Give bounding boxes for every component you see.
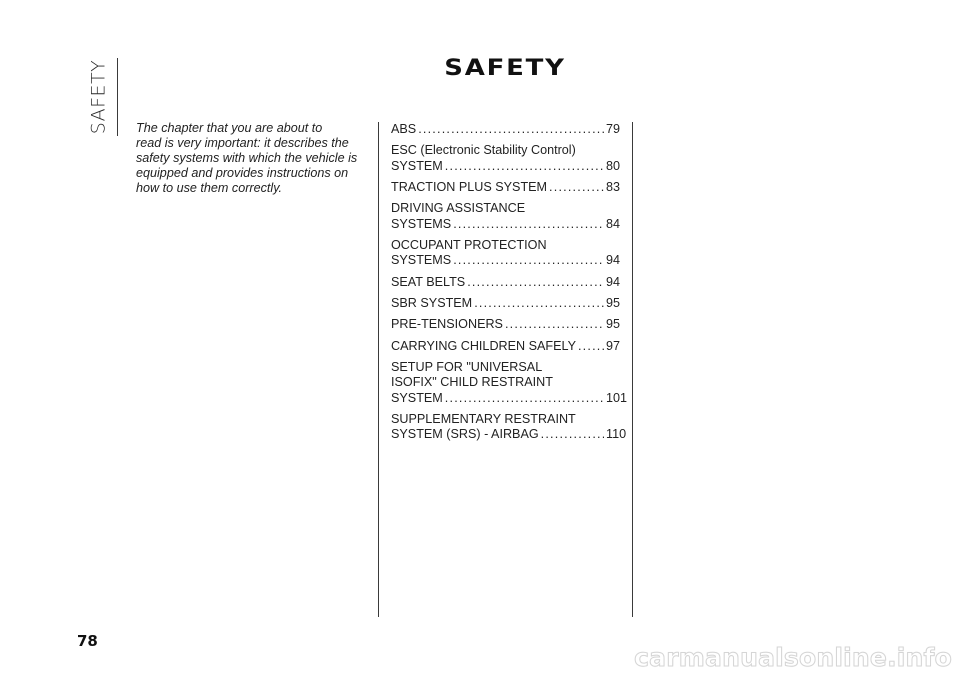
toc-leader-dots [453,253,604,268]
toc-entry-abs[interactable] [391,122,620,137]
toc-leader-dots [578,339,604,354]
toc-page-number: 80 [606,158,621,173]
toc-entry-esc[interactable] [391,143,620,173]
toc-entry-label-line: ISOFIX" CHILD RESTRAINT [391,375,553,390]
toc-entry-occupant-protection[interactable] [391,238,620,268]
toc-page-number: 79 [606,122,621,136]
toc-entry-driving-assistance[interactable] [391,201,620,231]
toc-leader-dots [418,122,604,137]
intro-line: The chapter that you are about to [136,121,323,135]
toc-entry-label-line: SETUP FOR "UNIVERSAL [391,360,543,375]
toc-page-number: 95 [606,295,621,310]
toc-entry-seat-belts[interactable] [391,275,620,290]
toc-leader-dots [453,217,604,232]
toc-page-number: 101 [606,390,628,405]
toc-page-number: 97 [606,338,621,353]
toc-entry-srs-airbag[interactable] [391,411,627,442]
toc-entry-label: SYSTEMS [391,216,452,231]
toc-page-number: 94 [606,253,621,268]
toc-entry-label: TRACTION PLUS SYSTEM [391,179,548,194]
toc-entry-traction-plus[interactable] [391,180,620,195]
toc-entry-carrying-children[interactable] [391,339,620,354]
toc-page-number: 84 [606,216,621,231]
toc-entry-label: SYSTEM (SRS) - AIRBAG [391,427,539,442]
toc-entry-label-line: OCCUPANT PROTECTION [391,237,547,252]
column-divider-right [632,122,633,617]
toc-leader-dots [505,317,604,332]
side-chapter-tab [84,58,112,136]
toc-entry-label-line: SUPPLEMENTARY RESTRAINT [391,411,576,426]
toc-entry-sbr-system[interactable] [391,296,620,311]
toc-leader-dots [467,275,604,290]
toc-entry-label: PRE-TENSIONERS [391,317,503,332]
intro-line: how to use them correctly. [136,181,283,195]
toc-leader-dots [541,427,604,442]
toc-entry-universal-isofix[interactable] [391,360,628,406]
intro-line: read is very important: it describes the [136,136,349,150]
toc-entry-pre-tensioners[interactable] [391,317,620,332]
toc-leader-dots [445,159,604,174]
toc-page-number: 83 [606,179,621,194]
site-watermark: carmanualsonline.info [634,643,952,672]
chapter-intro [136,121,372,196]
toc-leader-dots [474,296,604,311]
toc-entry-label-line: ESC (Electronic Stability Control) [391,143,576,158]
toc-entry-label: SYSTEM [391,158,443,173]
toc-leader-dots [549,180,604,195]
table-of-contents [391,122,628,449]
toc-entry-label: SYSTEM [391,390,443,405]
toc-leader-dots [445,391,604,406]
toc-page-number: 95 [606,317,621,332]
toc-page-number: 110 [606,427,627,442]
toc-entry-label-line: DRIVING ASSISTANCE [391,201,526,216]
toc-entry-label: ABS [391,122,417,136]
toc-entry-label: SEAT BELTS [391,274,466,289]
chapter-title: SAFETY [444,56,566,81]
toc-entry-label: CARRYING CHILDREN SAFELY [391,338,576,353]
toc-entry-label: SBR SYSTEM [391,295,473,310]
page-number: 78 [77,632,98,650]
intro-line: safety systems with which the vehicle is [136,151,358,165]
side-tab-divider [117,58,118,136]
toc-entry-label: SYSTEMS [391,253,452,268]
intro-line: equipped and provides instructions on [136,166,349,180]
column-divider-left [378,122,379,617]
toc-page-number: 94 [606,274,621,289]
side-chapter-tab-label: SAFETY [87,59,109,135]
